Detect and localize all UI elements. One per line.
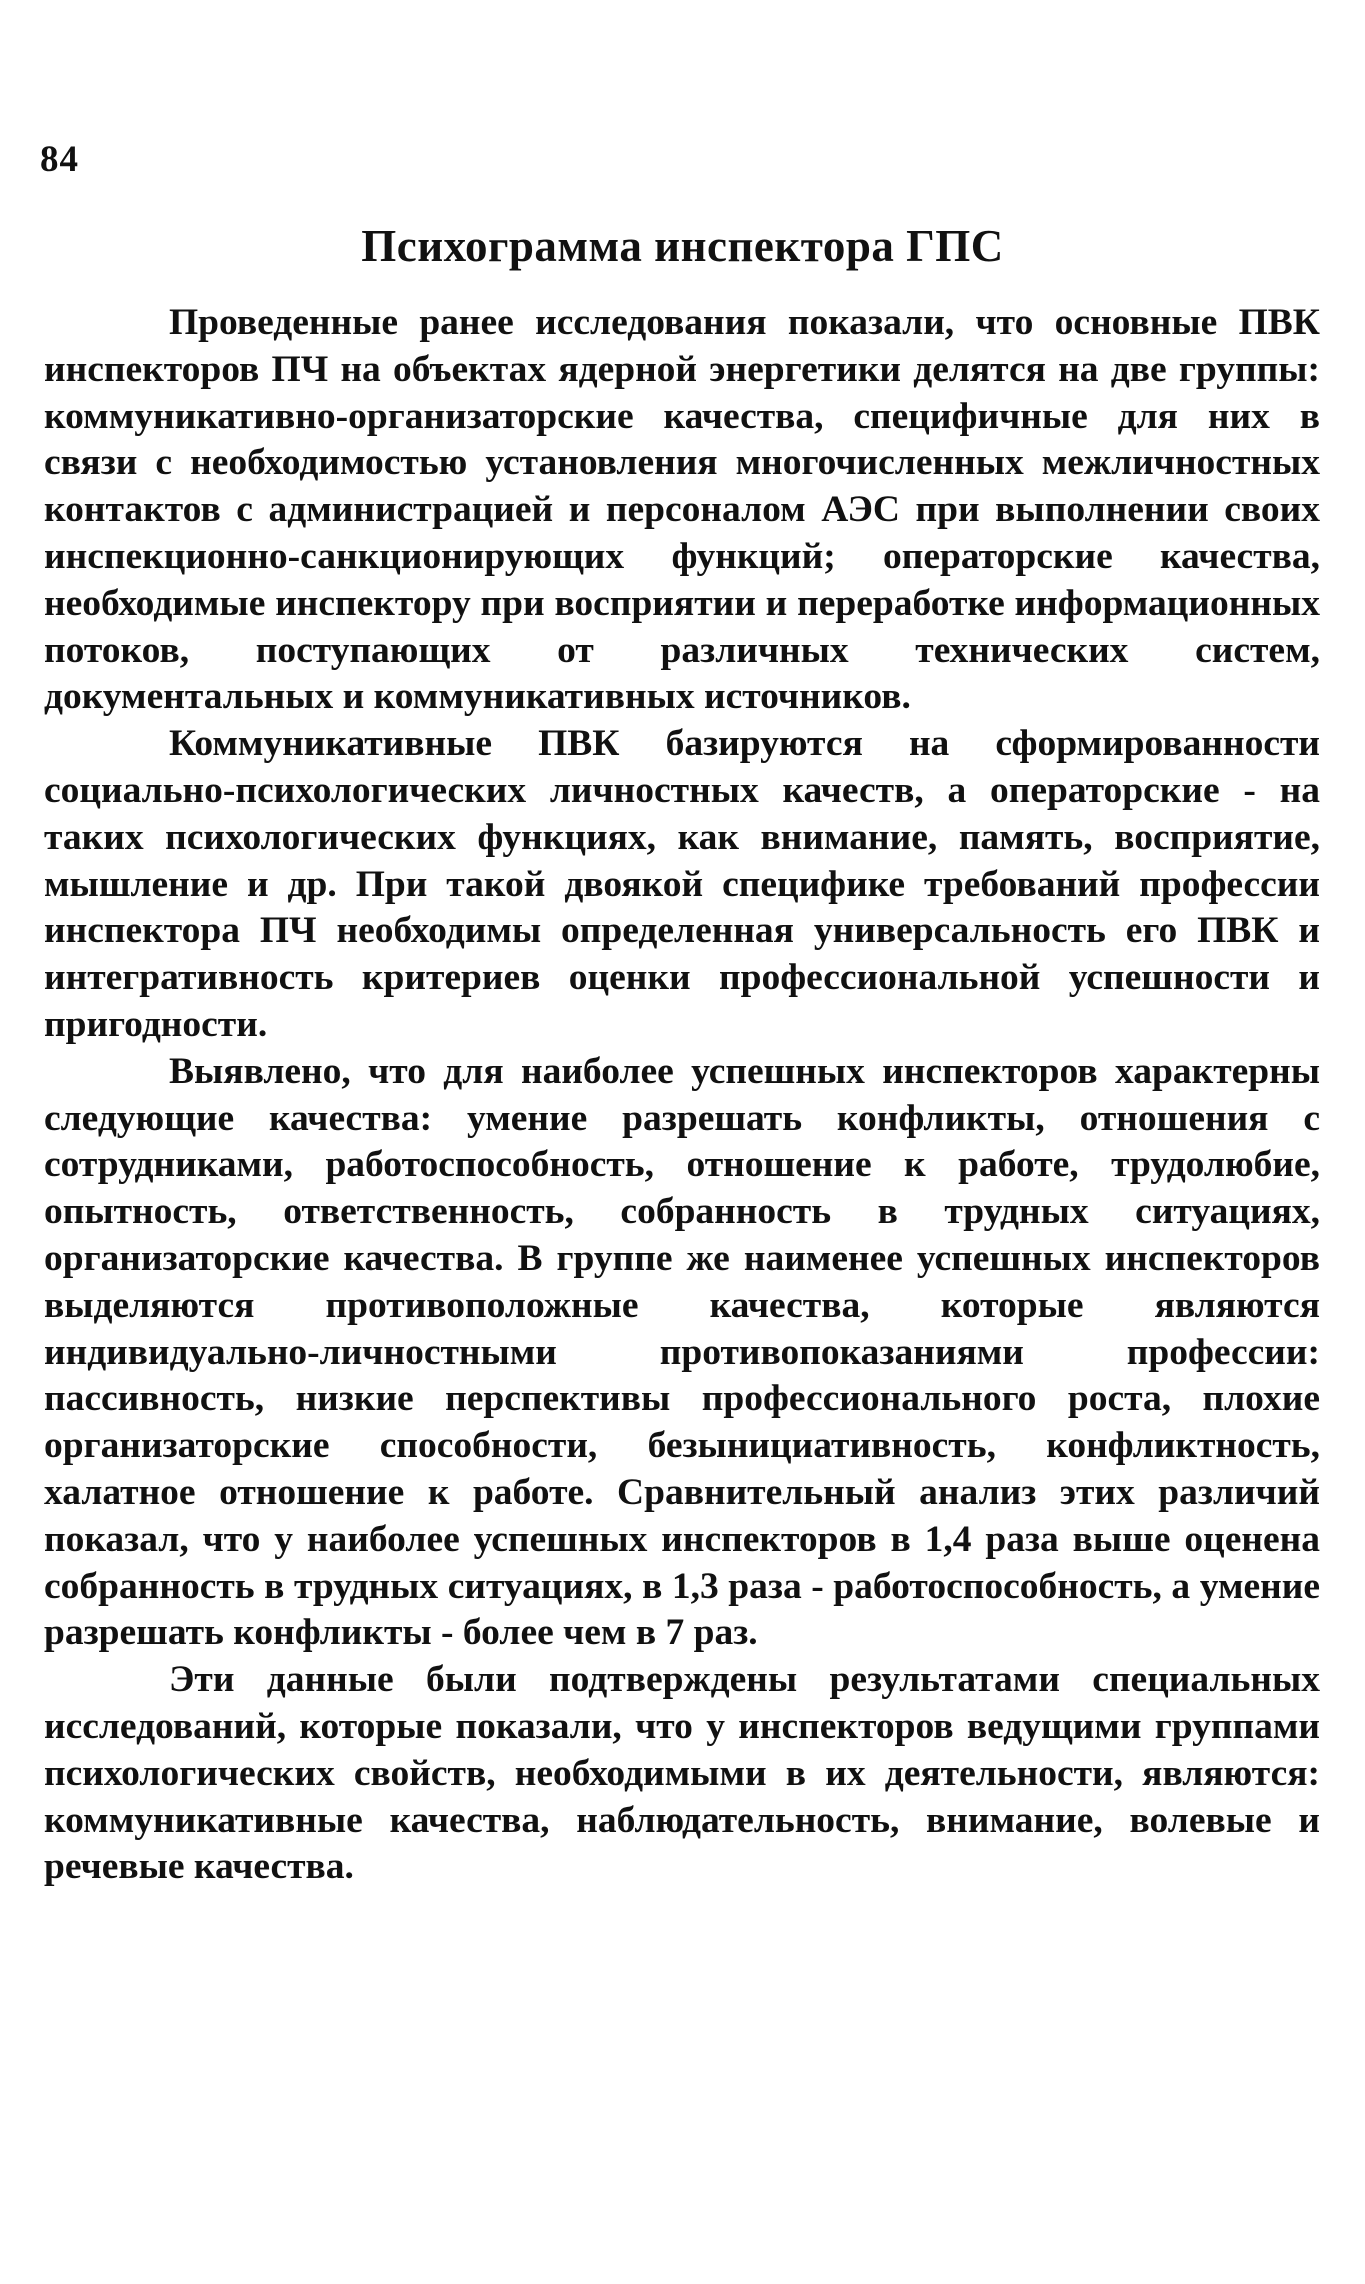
page-number: 84 [40, 139, 79, 180]
paragraph-3: Выявлено, что для наиболее успешных инспекторов характерны следующие качества: умение разрешать конфликты, отношения с сотрудниками, работоспособность, отношение к работе, трудолюбие, опытность, ответственность, собранность в трудных ситуациях, организаторские качества. В группе же наименее успешных инспекторов выделяются противоположные качества, которые являются индивидуально-личностными противопоказаниями профессии: пассивность, низкие перспективы профессионального роста, плохие организаторские способности, безынициативность, конфликтность, халатное отношение к работе. Сравнительный анализ этих различий показал, что у наиболее успешных инспекторов в 1,4 раза выше оценена собранность в трудных ситуациях, в 1,3 раза - работоспособность, а умение разрешать конфликты - более чем в 7 раз. [44, 1050, 1320, 1654]
paragraph-4: Эти данные были подтверждены результатами специальных исследований, которые показали, что у инспекторов ведущими группами психологических свойств, необходимыми в их деятельности, являются: коммуникативные качества, наблюдательность, внимание, волевые и речевые качества. [44, 1659, 1320, 1888]
section-heading: Психограмма инспектора ГПС [361, 221, 1004, 271]
body-text [44, 300, 1320, 1891]
paragraph-2: Коммуникативные ПВК базируются на сформированности социально-психологических личностных качеств, а операторские - на таких психологических функциях, как внимание, память, восприятие, мышление и др. При такой двоякой специфике требований профессии инспектора ПЧ необходимы определенная универсальность его ПВК и интегративность критериев оценки профессиональной успешности и пригодности. [44, 723, 1320, 1045]
paragraph-1: Проведенные ранее исследования показали, что основные ПВК инспекторов ПЧ на объектах ядерной энергетики делятся на две группы: коммуникативно-организаторские качества, специфичные для них в связи с необходимостью установления многочисленных межличностных контактов с администрацией и персоналом АЭС при выполнении своих инспекционно-санкционирующих функций; операторские качества, необходимые инспектору при восприятии и переработке информационных потоков, поступающих от различных технических систем, документальных и коммуникативных источников. [44, 302, 1320, 718]
